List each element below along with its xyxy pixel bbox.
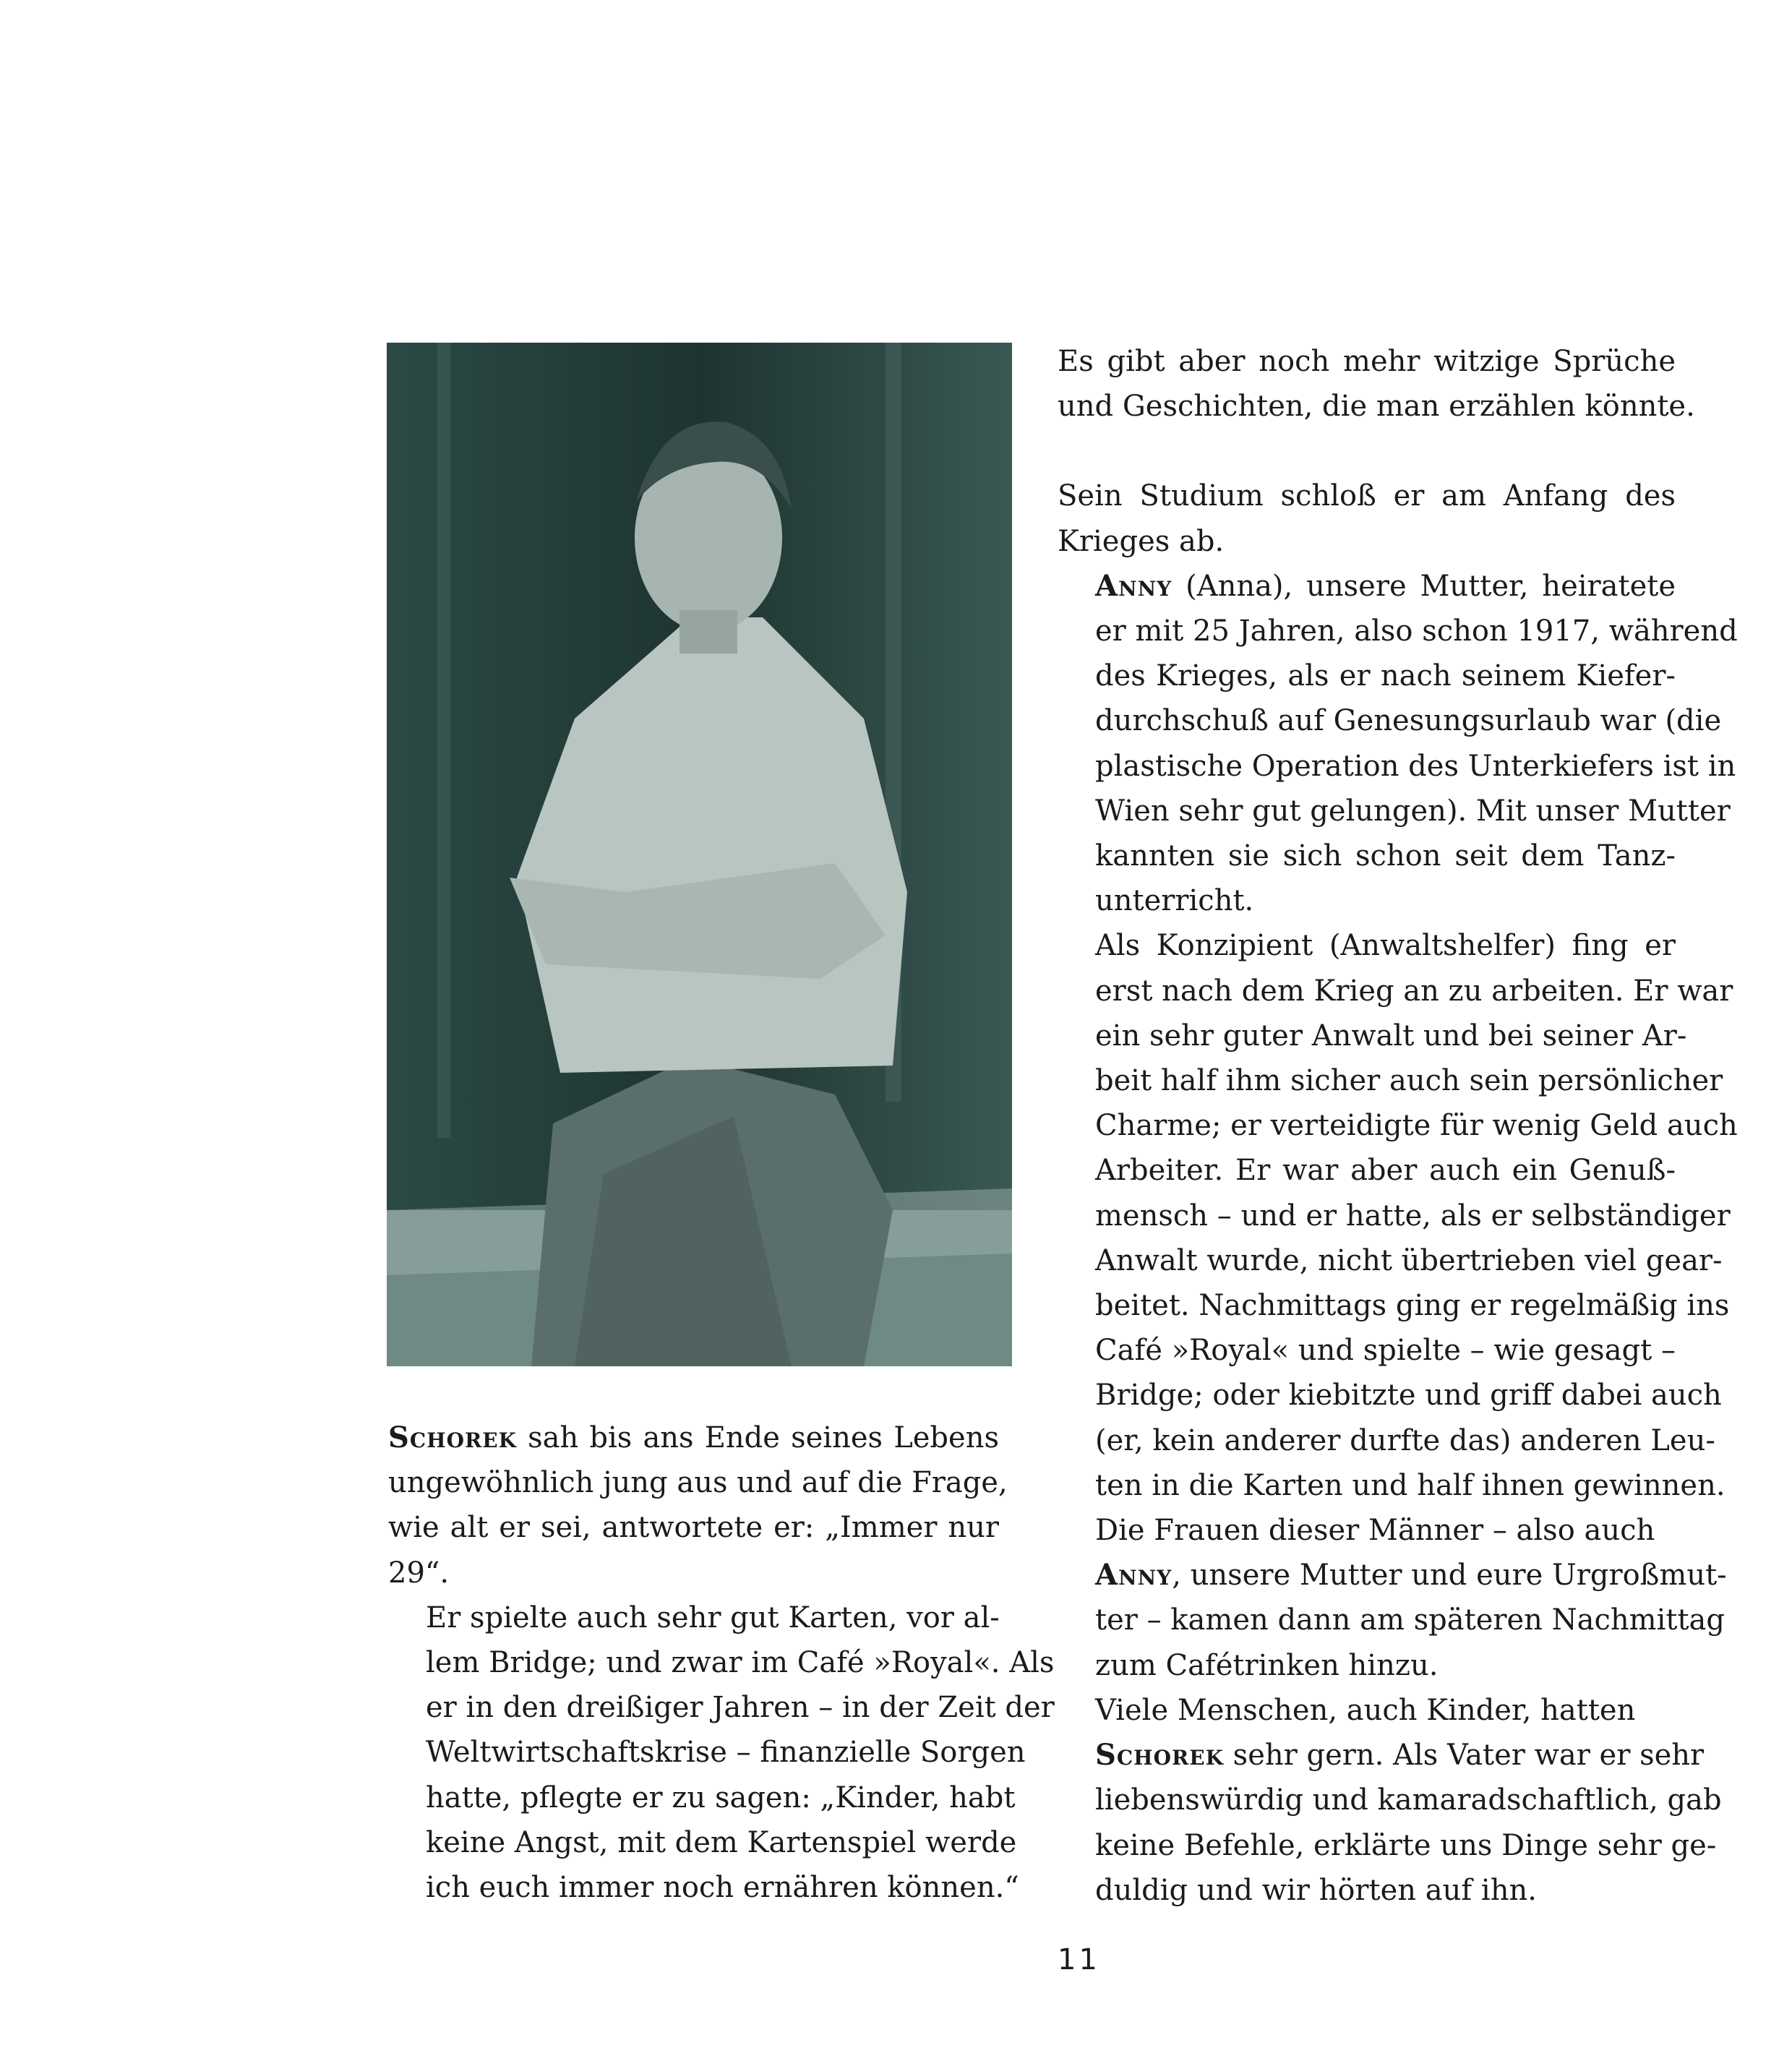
paragraph-women: Die Frauen dieser Männer – also auch Anny, unsere Mutter und eure Urgroßmut- ter – kamen dann am späteren Nachmittag zum Cafétrinken hinzu. <box>1095 1514 1727 1682</box>
name-schorek: Schorek <box>1095 1738 1224 1773</box>
page-number: 11 <box>1058 1943 1100 1976</box>
right-column <box>1058 339 1738 1913</box>
name-anny: Anny <box>1095 568 1172 603</box>
paragraph-father: Viele Menschen, auch Kinder, hatten Schorek sehr gern. Als Vater war er sehr liebenswürdig und kamaradschaftlich, gab keine Befehle, erklärte uns Dinge sehr ge- duldig und wir hörten auf ihn. <box>1095 1693 1722 1907</box>
portrait-photo-drawing <box>387 343 1012 1366</box>
paragraph-cards: Er spielte auch sehr gut Karten, vor al- lem Bridge; und zwar im Café »Royal«. Als er in den dreißiger Jahren – in der Zeit der Weltwirtschaftskrise – finanzielle Sorgen hatte, pflegte er zu sagen: „Kinder, habt keine Angst, mit dem Kartenspiel werde ich euch immer noch ernähren können.“ <box>426 1601 1055 1905</box>
paragraph-studies: Sein Studium schloß er am Anfang des Krieges ab. <box>1058 479 1676 558</box>
name-anny: Anny <box>1095 1558 1172 1593</box>
portrait-photo <box>387 343 1012 1366</box>
paragraph-lawyer: Als Konzipient (Anwaltshelfer) fing er erst nach dem Krieg an zu arbeiten. Er war ein sehr guter Anwalt und bei seiner Ar- beit half ihm sicher auch sein persönlicher Charme; er verteidigte für wenig Geld auch Arbeiter. Er war aber auch ein Genuß- mensch – und er hatte, als er selbständiger Anwalt wurde, nicht übertrieben viel gear- beitet. Nachmittags ging er regelmäßig ins Café »Royal« und spielte – wie gesagt – Bridge; oder kiebitzte und griff dabei auch (er, kein anderer durfte das) anderen Leu- ten in die Karten und half ihnen gewinnen. <box>1095 929 1738 1502</box>
name-schorek: Schorek <box>388 1421 517 1454</box>
paragraph-schorek-age: Schorek sah bis ans Ende seines Lebens ungewöhnlich jung aus und auf die Frage, wie alt er sei, antwortete er: „Immer nur 29“. <box>388 1421 1008 1590</box>
left-column <box>388 1415 1055 1910</box>
paragraph-sayings: Es gibt aber noch mehr witzige Sprüche und Geschichten, die man erzählen könnte. <box>1058 345 1695 424</box>
paragraph-anny-marriage: Anny (Anna), unsere Mutter, heiratete er mit 25 Jahren, also schon 1917, während des Krieges, als er nach seinem Kiefer- durchschuß auf Genesungsurlaub war (die plastische Operation des Unterkiefers ist in Wien sehr gut gelungen). Mit unser Mutter kannten sie sich schon seit dem Tanz- unterricht. <box>1095 568 1738 918</box>
